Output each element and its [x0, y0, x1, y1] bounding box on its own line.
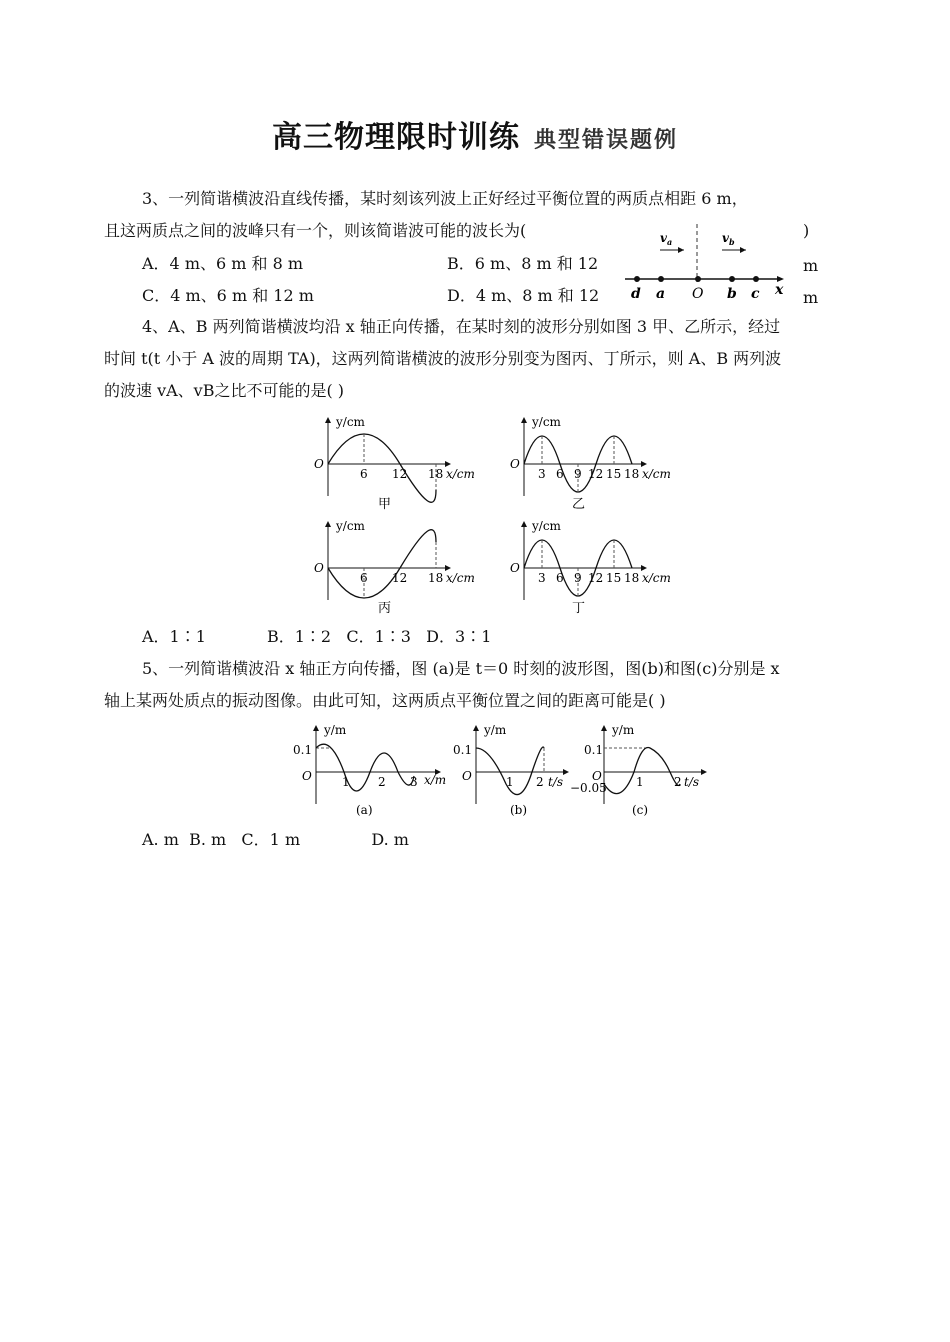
- svg-text:9: 9: [574, 571, 582, 585]
- svg-text:0.1: 0.1: [293, 743, 313, 757]
- q5-line2: 轴上某两处质点的振动图像。由此可知，这两质点平衡位置之间的距离可能是( ): [104, 691, 666, 710]
- q3-vb-label: $v_b$: [722, 231, 735, 247]
- svg-text:18: 18: [624, 467, 640, 481]
- svg-text:9: 9: [574, 467, 582, 481]
- q3-label-d: d: [631, 286, 641, 302]
- q4-figure: [300, 408, 690, 620]
- q4-options: A．1∶1 B．1∶2 C．1∶3 D．3∶1: [142, 627, 492, 646]
- q4-line2: 时间 t(t 小于 A 波的周期 TA)，这两列简谐横波的波形分别变为图丙、丁所示，则 A、B 两列波: [104, 349, 782, 368]
- svg-text:丁: 丁: [572, 601, 586, 616]
- svg-text:乙: 乙: [572, 497, 586, 512]
- svg-text:12: 12: [392, 467, 408, 481]
- title-sub: 典型错误题例: [533, 127, 678, 153]
- svg-text:0.1: 0.1: [453, 743, 473, 757]
- svg-text:x/cm: x/cm: [642, 571, 671, 585]
- svg-text:3: 3: [410, 775, 418, 789]
- graph-yi: [510, 415, 671, 512]
- q5-line1: 5、一列简谐横波沿 x 轴正方向传播，图 (a)是 t＝0 时刻的波形图，图(b)和图(c)分别是 x: [142, 659, 780, 678]
- svg-text:甲: 甲: [378, 497, 392, 512]
- svg-text:O: O: [510, 561, 520, 575]
- svg-text:x/m: x/m: [424, 773, 447, 787]
- svg-text:−0.05: −0.05: [570, 781, 607, 795]
- q4-line1: 4、A、B 两列简谐横波均沿 x 轴正向传播，在某时刻的波形分别如图 3 甲、乙所示，经过: [142, 317, 781, 336]
- q3-label-c: c: [751, 286, 760, 302]
- svg-text:y/cm: y/cm: [336, 415, 365, 429]
- q3-option-c: C．4 m、6 m 和 12 m: [142, 286, 314, 305]
- svg-text:x/cm: x/cm: [446, 467, 475, 481]
- svg-text:t/s: t/s: [684, 775, 700, 789]
- svg-text:x/cm: x/cm: [642, 467, 671, 481]
- svg-text:15: 15: [606, 467, 622, 481]
- svg-text:18: 18: [624, 571, 640, 585]
- svg-text:(b): (b): [510, 803, 528, 817]
- graph-ding: [510, 519, 671, 616]
- q5-options: A. m B. m C．1 m D. m: [142, 830, 409, 849]
- q3-option-b-unit: m: [803, 256, 819, 275]
- page-title: [0, 112, 950, 156]
- graph-bing: [314, 519, 475, 616]
- svg-text:1: 1: [636, 775, 644, 789]
- svg-text:y/m: y/m: [484, 723, 507, 737]
- q3-option-a: A．4 m、6 m 和 8 m: [142, 254, 304, 273]
- q3-option-b: B．6 m、8 m 和 12: [447, 254, 599, 273]
- svg-text:1: 1: [342, 775, 350, 789]
- svg-text:O: O: [510, 457, 520, 471]
- svg-text:2: 2: [378, 775, 386, 789]
- svg-text:6: 6: [360, 467, 368, 481]
- q3-label-o: O: [692, 286, 704, 302]
- q3-label-x: x: [775, 282, 784, 298]
- q4-line3: 的波速 vA、vB之比不可能的是( ): [104, 381, 345, 400]
- svg-text:2: 2: [674, 775, 682, 789]
- svg-text:6: 6: [360, 571, 368, 585]
- graph-jia: [314, 415, 475, 512]
- svg-text:y/cm: y/cm: [336, 519, 365, 533]
- svg-text:18: 18: [428, 467, 444, 481]
- q3-point-a: [658, 276, 664, 282]
- q3-point-d: [634, 276, 640, 282]
- svg-text:y/m: y/m: [612, 723, 635, 737]
- q3-line2: 且这两质点之间的波峰只有一个，则该简谐波可能的波长为(: [104, 221, 527, 240]
- graph-c: [570, 723, 706, 817]
- svg-text:6: 6: [556, 467, 564, 481]
- svg-text:O: O: [302, 769, 312, 783]
- svg-text:y/cm: y/cm: [532, 415, 561, 429]
- svg-text:12: 12: [588, 571, 604, 585]
- svg-text:3: 3: [538, 571, 546, 585]
- svg-text:6: 6: [556, 571, 564, 585]
- q5-figure: [290, 718, 710, 820]
- svg-text:12: 12: [588, 467, 604, 481]
- q3-label-b: b: [727, 286, 737, 302]
- q3-label-a: a: [656, 286, 666, 302]
- q3-va-label: $v_a$: [660, 231, 673, 247]
- svg-text:0.1: 0.1: [584, 743, 604, 757]
- svg-text:(c): (c): [632, 803, 649, 817]
- q3-paren-close: ): [803, 221, 810, 240]
- svg-text:y/cm: y/cm: [532, 519, 561, 533]
- q3-point-b: [729, 276, 735, 282]
- svg-text:t/s: t/s: [548, 775, 564, 789]
- svg-text:3: 3: [538, 467, 546, 481]
- svg-text:丙: 丙: [378, 601, 392, 616]
- svg-text:O: O: [592, 769, 602, 783]
- svg-text:(a): (a): [356, 803, 373, 817]
- svg-text:1: 1: [506, 775, 514, 789]
- q3-option-d-unit: m: [803, 288, 819, 307]
- svg-text:2: 2: [536, 775, 544, 789]
- graph-b: [453, 723, 568, 817]
- q3-option-d: D．4 m、8 m 和 12: [447, 286, 600, 305]
- q3-point-c: [753, 276, 759, 282]
- title-main: 高三物理限时训练: [271, 120, 520, 155]
- svg-text:15: 15: [606, 571, 622, 585]
- q3-line1: 3、一列简谐横波沿直线传播，某时刻该列波上正好经过平衡位置的两质点相距 6 m，: [142, 189, 748, 208]
- svg-text:O: O: [314, 457, 324, 471]
- graph-a: [293, 723, 446, 817]
- q3-figure: [620, 222, 800, 302]
- svg-text:O: O: [314, 561, 324, 575]
- svg-text:O: O: [462, 769, 472, 783]
- q3-point-o: [695, 276, 701, 282]
- svg-text:x/cm: x/cm: [446, 571, 475, 585]
- svg-text:y/m: y/m: [324, 723, 347, 737]
- svg-text:12: 12: [392, 571, 408, 585]
- svg-text:18: 18: [428, 571, 444, 585]
